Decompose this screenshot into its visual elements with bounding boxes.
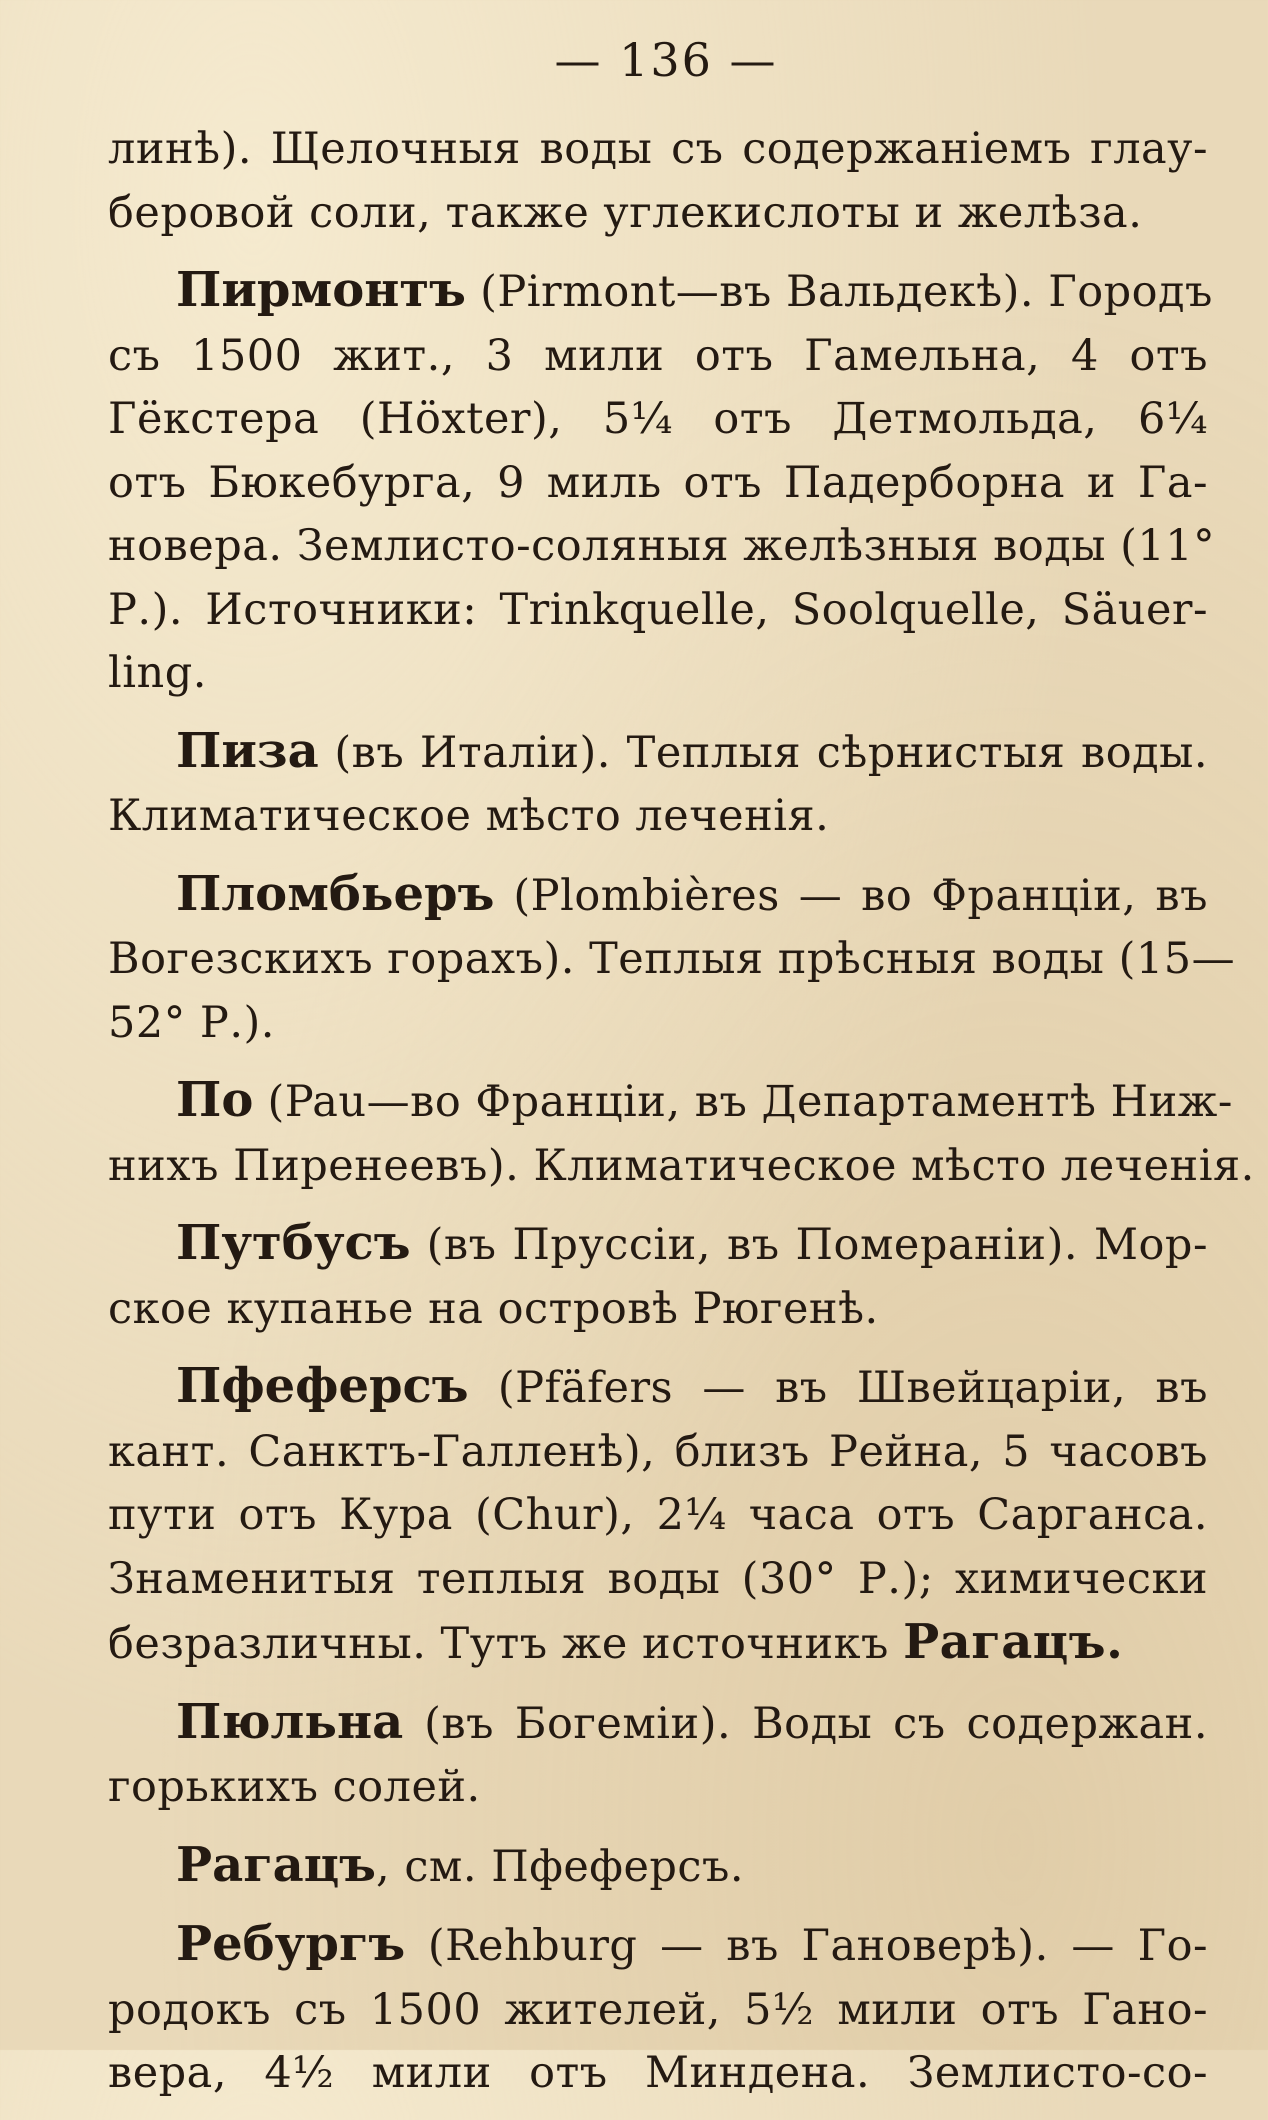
- text-body: [108, 118, 1255, 2106]
- entry-pyrmont: [108, 259, 1216, 706]
- cross-reference-ragaz: Рагацъ.: [903, 1614, 1124, 1670]
- text-line: линѣ). Щелочныя воды съ содержаніемъ глау-: [108, 124, 1208, 174]
- entry-rehburg: [108, 1913, 1208, 2106]
- text-line: Знаменитыя теплыя воды (30° Р.); химически: [108, 1553, 1208, 1604]
- text-line: родокъ съ 1500 жителей, 5½ мили отъ Гано-: [108, 1984, 1208, 2035]
- entry-headword: Пирмонтъ: [176, 262, 466, 318]
- text-line: новера. Землисто-соляныя желѣзныя воды (11°: [108, 521, 1216, 571]
- text-line: нихъ Пиренеевъ). Климатическое мѣсто леченія.: [108, 1140, 1255, 1191]
- entry-first-line: [108, 1834, 1208, 1900]
- entry-first-line: [108, 1069, 1233, 1135]
- entry-headword: Пиза: [176, 722, 319, 779]
- text-line: Гёкстера (Höxter), 5¼ отъ Детмольда, 6¼: [108, 394, 1208, 444]
- entry-pullna: [108, 1691, 1208, 1820]
- entry-headword: Путбусъ: [176, 1215, 411, 1271]
- text-line-prefix: безразличны. Тутъ же источникъ: [108, 1619, 904, 1669]
- entry-first-line-rest: (Plombières — во Франціи, въ: [494, 870, 1208, 921]
- entry-first-line: [108, 720, 1208, 786]
- entry-headword: По: [176, 1072, 254, 1128]
- entry-first-line: [108, 1913, 1208, 1979]
- entry-ragaz: [108, 1834, 1208, 1900]
- text-line: [108, 1611, 1208, 1677]
- text-line: кант. Санктъ-Галленѣ), близъ Рейна, 5 часовъ: [108, 1426, 1208, 1477]
- text-line: ling.: [108, 648, 207, 698]
- entry-first-line: [108, 1212, 1208, 1278]
- entry-first-line-rest: (въ Италіи). Теплыя сѣрнистыя воды.: [318, 727, 1208, 778]
- entry-first-line-rest: (Pau—во Франціи, въ Департаментѣ Ниж-: [253, 1077, 1233, 1127]
- entry-first-line: [108, 863, 1208, 929]
- text-line: ское купанье на островѣ Рюгенѣ.: [108, 1283, 879, 1334]
- entry-pau: [108, 1069, 1255, 1198]
- entry-putbus: [108, 1212, 1208, 1341]
- text-line: съ 1500 жит., 3 мили отъ Гамельна, 4 отъ: [108, 330, 1208, 381]
- text-line: беровой соли, также углекислоты и желѣза.: [108, 187, 1143, 238]
- text-line: горькихъ солей.: [108, 1762, 481, 1812]
- text-line: Вогезскихъ горахъ). Теплыя прѣсныя воды (15—: [108, 934, 1236, 984]
- text-line: отъ Бюкебурга, 9 миль отъ Падерборна и Га-: [108, 457, 1208, 508]
- entry-pfafers: [108, 1355, 1208, 1677]
- entry-first-line: [108, 1691, 1208, 1757]
- entry-first-line-rest: (Pirmont—въ Вальдекѣ). Городъ: [465, 267, 1213, 317]
- entry-pisa: [108, 720, 1208, 849]
- entry-first-line: [108, 1355, 1208, 1421]
- continuation-paragraph: [108, 118, 1208, 245]
- entry-first-line-rest: , см. Пфеферсъ.: [376, 1841, 745, 1892]
- entry-headword: Ребургъ: [176, 1916, 406, 1972]
- page-number: — 136 —: [554, 33, 778, 87]
- entry-first-line-rest: (Rehburg — въ Гановерѣ). — Го-: [405, 1921, 1208, 1971]
- entry-headword: Рагацъ: [176, 1836, 376, 1893]
- entry-first-line-rest: (въ Пруссіи, въ Помераніи). Мор-: [410, 1220, 1208, 1270]
- entry-headword: Пфеферсъ: [176, 1358, 469, 1414]
- entry-first-line-rest: (въ Богеміи). Воды съ содержан.: [403, 1698, 1208, 1749]
- entry-headword: Пломбьеръ: [176, 865, 495, 922]
- entry-plombieres: [108, 863, 1236, 1056]
- text-line: Р.). Источники: Trinkquelle, Soolquelle, Säuer-: [108, 584, 1208, 635]
- entry-first-line-rest: (Pfäfers — въ Швейцаріи, въ: [468, 1363, 1208, 1413]
- text-line: пути отъ Кура (Chur), 2¼ часа отъ Сарганса.: [108, 1490, 1208, 1540]
- book-page: [108, 30, 1255, 2120]
- entry-headword: Пюльна: [176, 1693, 404, 1750]
- text-line: 52° Р.).: [108, 997, 275, 1048]
- text-line: вера, 4½ мили отъ Миндена. Землисто-со-: [108, 2048, 1208, 2098]
- entry-first-line: [108, 259, 1213, 325]
- text-line: Климатическое мѣсто леченія.: [108, 791, 830, 841]
